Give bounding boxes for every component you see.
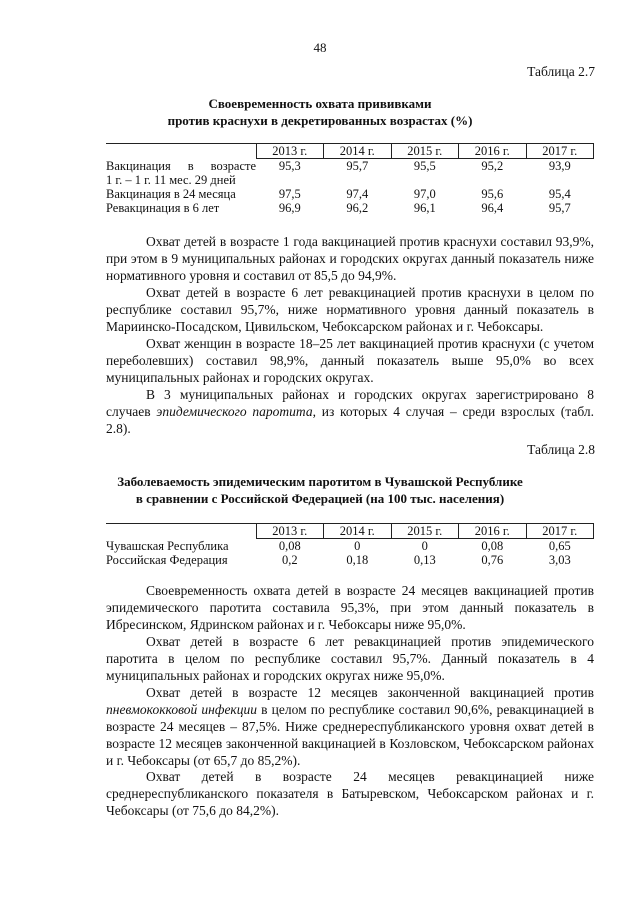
- table-cell: 3,03: [548, 553, 571, 567]
- column-header: 2015 г.: [391, 144, 459, 159]
- column-header: 2014 г.: [324, 524, 392, 539]
- table-cell: 95,7: [346, 159, 369, 173]
- table-header-row: [106, 524, 594, 539]
- table-2-8-label: Таблица 2.8: [527, 442, 595, 457]
- table-row: [106, 553, 594, 567]
- row-label: Вакцинация в 24 месяца: [106, 186, 236, 201]
- column-header: 2013 г.: [256, 524, 324, 539]
- column-header: 2014 г.: [324, 144, 392, 159]
- table-cell: 0,18: [346, 553, 369, 567]
- table-cell: 95,7: [548, 200, 571, 215]
- table-header-row: [106, 144, 594, 159]
- table-row: [106, 187, 594, 201]
- table-cell: 97,4: [346, 186, 369, 201]
- page-number: 48: [313, 40, 327, 55]
- table-cell: 97,5: [278, 186, 301, 201]
- row-label: Вакцинация в возрасте 1 г. – 1 г. 11 мес. 29 дней: [106, 158, 256, 187]
- table-cell: 96,4: [481, 200, 504, 215]
- column-header: 2015 г.: [391, 524, 459, 539]
- table-cell: 0,76: [481, 553, 504, 567]
- table-cell: 0: [354, 539, 361, 553]
- table-cell: 93,9: [548, 159, 571, 173]
- table-cell: 0,08: [278, 539, 301, 553]
- table-cell: 95,5: [413, 159, 436, 173]
- table-2-8-title: Заболеваемость эпидемическим паротитом в Чувашской Республике в сравнении с Российской Федерацией (на 100 тыс. населения): [117, 474, 523, 506]
- row-label: Чувашская Республика: [106, 538, 229, 553]
- table-row: [106, 159, 594, 187]
- emphasis-text: пневмококковой инфекции: [106, 702, 257, 717]
- table-cell: 0,2: [281, 553, 298, 567]
- paragraph: В 3 муниципальных районах и городских округах зарегистрировано 8 случаев эпидемического паротита, из которых 4 случая – среди взрослых (табл. 2.8).: [106, 387, 594, 436]
- row-label: Российская Федерация: [106, 553, 228, 567]
- table-cell: 0,08: [481, 539, 504, 553]
- table-cell: 95,2: [481, 159, 504, 173]
- table-cell: 96,9: [278, 200, 301, 215]
- paragraph: Охват детей в возрасте 6 лет ревакцинацией против краснухи в целом по республике составил 95,7%, ниже нормативного уровня данный показатель в Мариинско-Посадском, Цивильском, Чебоксарском районах и г. Чебоксары.: [106, 285, 594, 334]
- table-2-8: [106, 523, 594, 567]
- column-header: 2016 г.: [459, 144, 527, 159]
- table-row: [106, 539, 594, 554]
- table-cell: 95,6: [481, 186, 504, 201]
- column-header: 2017 г.: [526, 144, 594, 159]
- table-cell: 95,4: [548, 186, 571, 201]
- column-header: 2016 г.: [459, 524, 527, 539]
- row-label: Ревакцинация в 6 лет: [106, 200, 220, 215]
- table-cell: 0,13: [413, 553, 436, 567]
- table-2-7-title: Своевременность охвата прививками против краснухи в декретированных возрастах (%): [167, 96, 473, 128]
- paragraph: Своевременность охвата детей в возрасте 24 месяцев вакцинацией против эпидемического паротита составила 95,3%, при этом данный показатель в Ибресинском, Ядринском районах и г. Чебоксары ниже 95,0%.: [106, 583, 594, 632]
- column-header: 2017 г.: [526, 524, 594, 539]
- paragraph: Охват детей в возрасте 1 года вакцинацией против краснухи составил 93,9%, при этом в 9 муниципальных районах и городских округах данный показатель ниже нормативного уровня и составил от 85,5 до 94,9%.: [106, 234, 594, 283]
- table-cell: 96,2: [346, 200, 369, 215]
- table-cell: 0,65: [548, 539, 571, 553]
- table-cell: 96,1: [413, 200, 436, 215]
- table-2-7-label: Таблица 2.7: [527, 64, 595, 79]
- paragraph: Охват детей в возрасте 6 лет ревакцинацией против эпидемического паротита в целом по республике составил 95,7%. Данный показатель в 4 муниципальных районах и городских округах ниже 95,0%.: [106, 634, 594, 683]
- paragraph: Охват детей в возрасте 24 месяцев ревакцинацией ниже среднереспубликанского показателя в Батыревском, Чебоксарском районах и г. Чебоксары (от 75,6 до 84,2%).: [106, 769, 594, 818]
- table-cell: 97,0: [413, 186, 436, 201]
- table-2-7: [106, 143, 594, 215]
- emphasis-text: эпидемического паротита: [156, 404, 313, 419]
- paragraph: Охват детей в возрасте 12 месяцев законченной вакцинацией против пневмококковой инфекции в целом по республике составил 90,6%, ревакцинацией в возрасте 24 месяцев – 87,5%. Ниже среднереспубликанского уровня охват детей в возрасте 12 месяцев законченной вакцинацией в Козловском, Чебоксарском районах и г. Чебоксары (от 65,7 до 85,2%).: [106, 685, 594, 768]
- table-row: [106, 201, 594, 215]
- table-cell: 0: [421, 539, 428, 553]
- paragraph: Охват женщин в возрасте 18–25 лет вакцинацией против краснухи (с учетом переболевших) составил 98,9%, данный показатель выше 95,0% во всех муниципальных районах и городских округах.: [106, 336, 594, 385]
- column-header: 2013 г.: [256, 144, 324, 159]
- table-cell: 95,3: [278, 159, 301, 173]
